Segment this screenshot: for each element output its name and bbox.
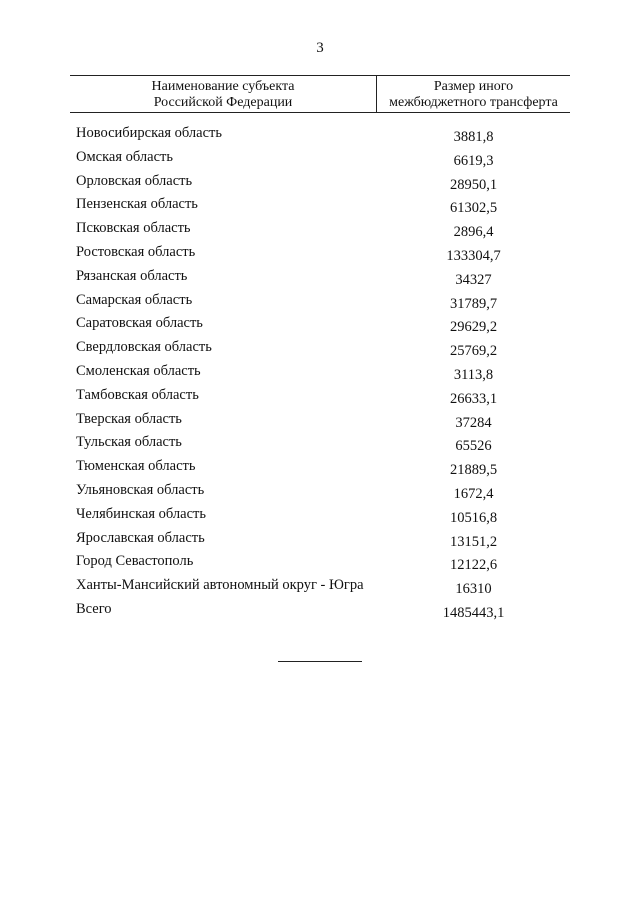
row-transfer-amount: 31789,7 (449, 295, 498, 312)
table-body (70, 125, 570, 625)
table-row (70, 387, 570, 411)
row-transfer-amount: 12122,6 (449, 557, 498, 574)
row-transfer-amount: 25769,2 (449, 343, 498, 360)
row-subject-name: Тамбовская область (76, 386, 199, 403)
table-row (70, 173, 570, 197)
row-subject-name: Смоленская область (76, 362, 201, 379)
table-row (70, 292, 570, 316)
row-transfer-amount: 61302,5 (449, 200, 498, 217)
table-row (70, 434, 570, 458)
row-subject-name: Ханты-Мансийский автономный округ - Югра (76, 577, 364, 594)
table-row (70, 530, 570, 554)
row-subject-name: Ярославская область (76, 529, 205, 546)
header-subject-name (70, 79, 376, 111)
row-subject-name: Свердловская область (76, 339, 212, 356)
table-row (70, 125, 570, 149)
table-row (70, 268, 570, 292)
row-subject-name: Челябинская область (76, 505, 206, 522)
table-row (70, 577, 570, 601)
row-transfer-amount: 29629,2 (449, 319, 498, 336)
table-row (70, 220, 570, 244)
row-subject-name: Новосибирская область (76, 125, 222, 141)
row-transfer-amount: 26633,1 (449, 390, 498, 407)
table-row (70, 196, 570, 220)
table-row-total (70, 601, 570, 625)
row-transfer-amount: 13151,2 (449, 533, 498, 550)
row-subject-name: Тверская область (76, 410, 182, 427)
row-transfer-amount: 6619,3 (453, 152, 494, 169)
row-subject-name: Омская область (76, 148, 173, 165)
row-subject-name: Саратовская область (76, 315, 203, 332)
row-transfer-amount: 16310 (455, 581, 492, 598)
header-subject-name-line-2: Российской Федерации (153, 95, 293, 110)
header-transfer-amount-line-1: Размер иного (433, 79, 514, 94)
row-transfer-amount: 3881,8 (453, 129, 494, 145)
row-subject-name: Ростовская область (76, 243, 196, 260)
row-subject-name: Самарская область (76, 291, 193, 308)
row-subject-name: Рязанская область (76, 267, 188, 284)
row-subject-name: Пензенская область (76, 196, 198, 213)
row-subject-name: Ульяновская область (76, 481, 205, 498)
row-transfer-amount: 37284 (455, 414, 492, 431)
row-transfer-amount: 21889,5 (449, 462, 498, 479)
table-header (70, 75, 570, 113)
header-transfer-amount (377, 79, 570, 111)
header-transfer-amount-line-2: межбюджетного трансферта (389, 95, 558, 110)
row-subject-name: Орловская область (76, 172, 193, 189)
table-row (70, 553, 570, 577)
row-subject-name: Всего (76, 600, 112, 617)
table-row (70, 506, 570, 530)
table-row (70, 339, 570, 363)
row-subject-name: Тюменская область (76, 458, 196, 475)
row-transfer-amount: 65526 (455, 438, 492, 455)
table-row (70, 315, 570, 339)
row-transfer-amount: 133304,7 (446, 247, 501, 264)
row-transfer-amount: 1672,4 (453, 485, 494, 502)
table-row (70, 149, 570, 173)
row-subject-name: Город Севастополь (76, 553, 194, 570)
table-row (70, 482, 570, 506)
row-transfer-amount: 1485443,1 (442, 604, 505, 621)
page-number: 3 (316, 40, 324, 56)
table-row (70, 244, 570, 268)
row-subject-name: Тульская область (76, 434, 182, 451)
row-transfer-amount: 2896,4 (453, 224, 494, 241)
table-row (70, 458, 570, 482)
row-subject-name: Псковская область (76, 220, 191, 237)
row-transfer-amount: 3113,8 (453, 366, 494, 383)
row-transfer-amount: 34327 (455, 271, 492, 288)
transfer-table (70, 75, 570, 621)
header-subject-name-line-1: Наименование субъекта (151, 79, 295, 94)
row-transfer-amount: 10516,8 (449, 509, 498, 526)
table-row (70, 363, 570, 387)
row-transfer-amount: 28950,1 (449, 176, 498, 193)
end-of-document-line (278, 661, 362, 662)
table-row (70, 411, 570, 435)
